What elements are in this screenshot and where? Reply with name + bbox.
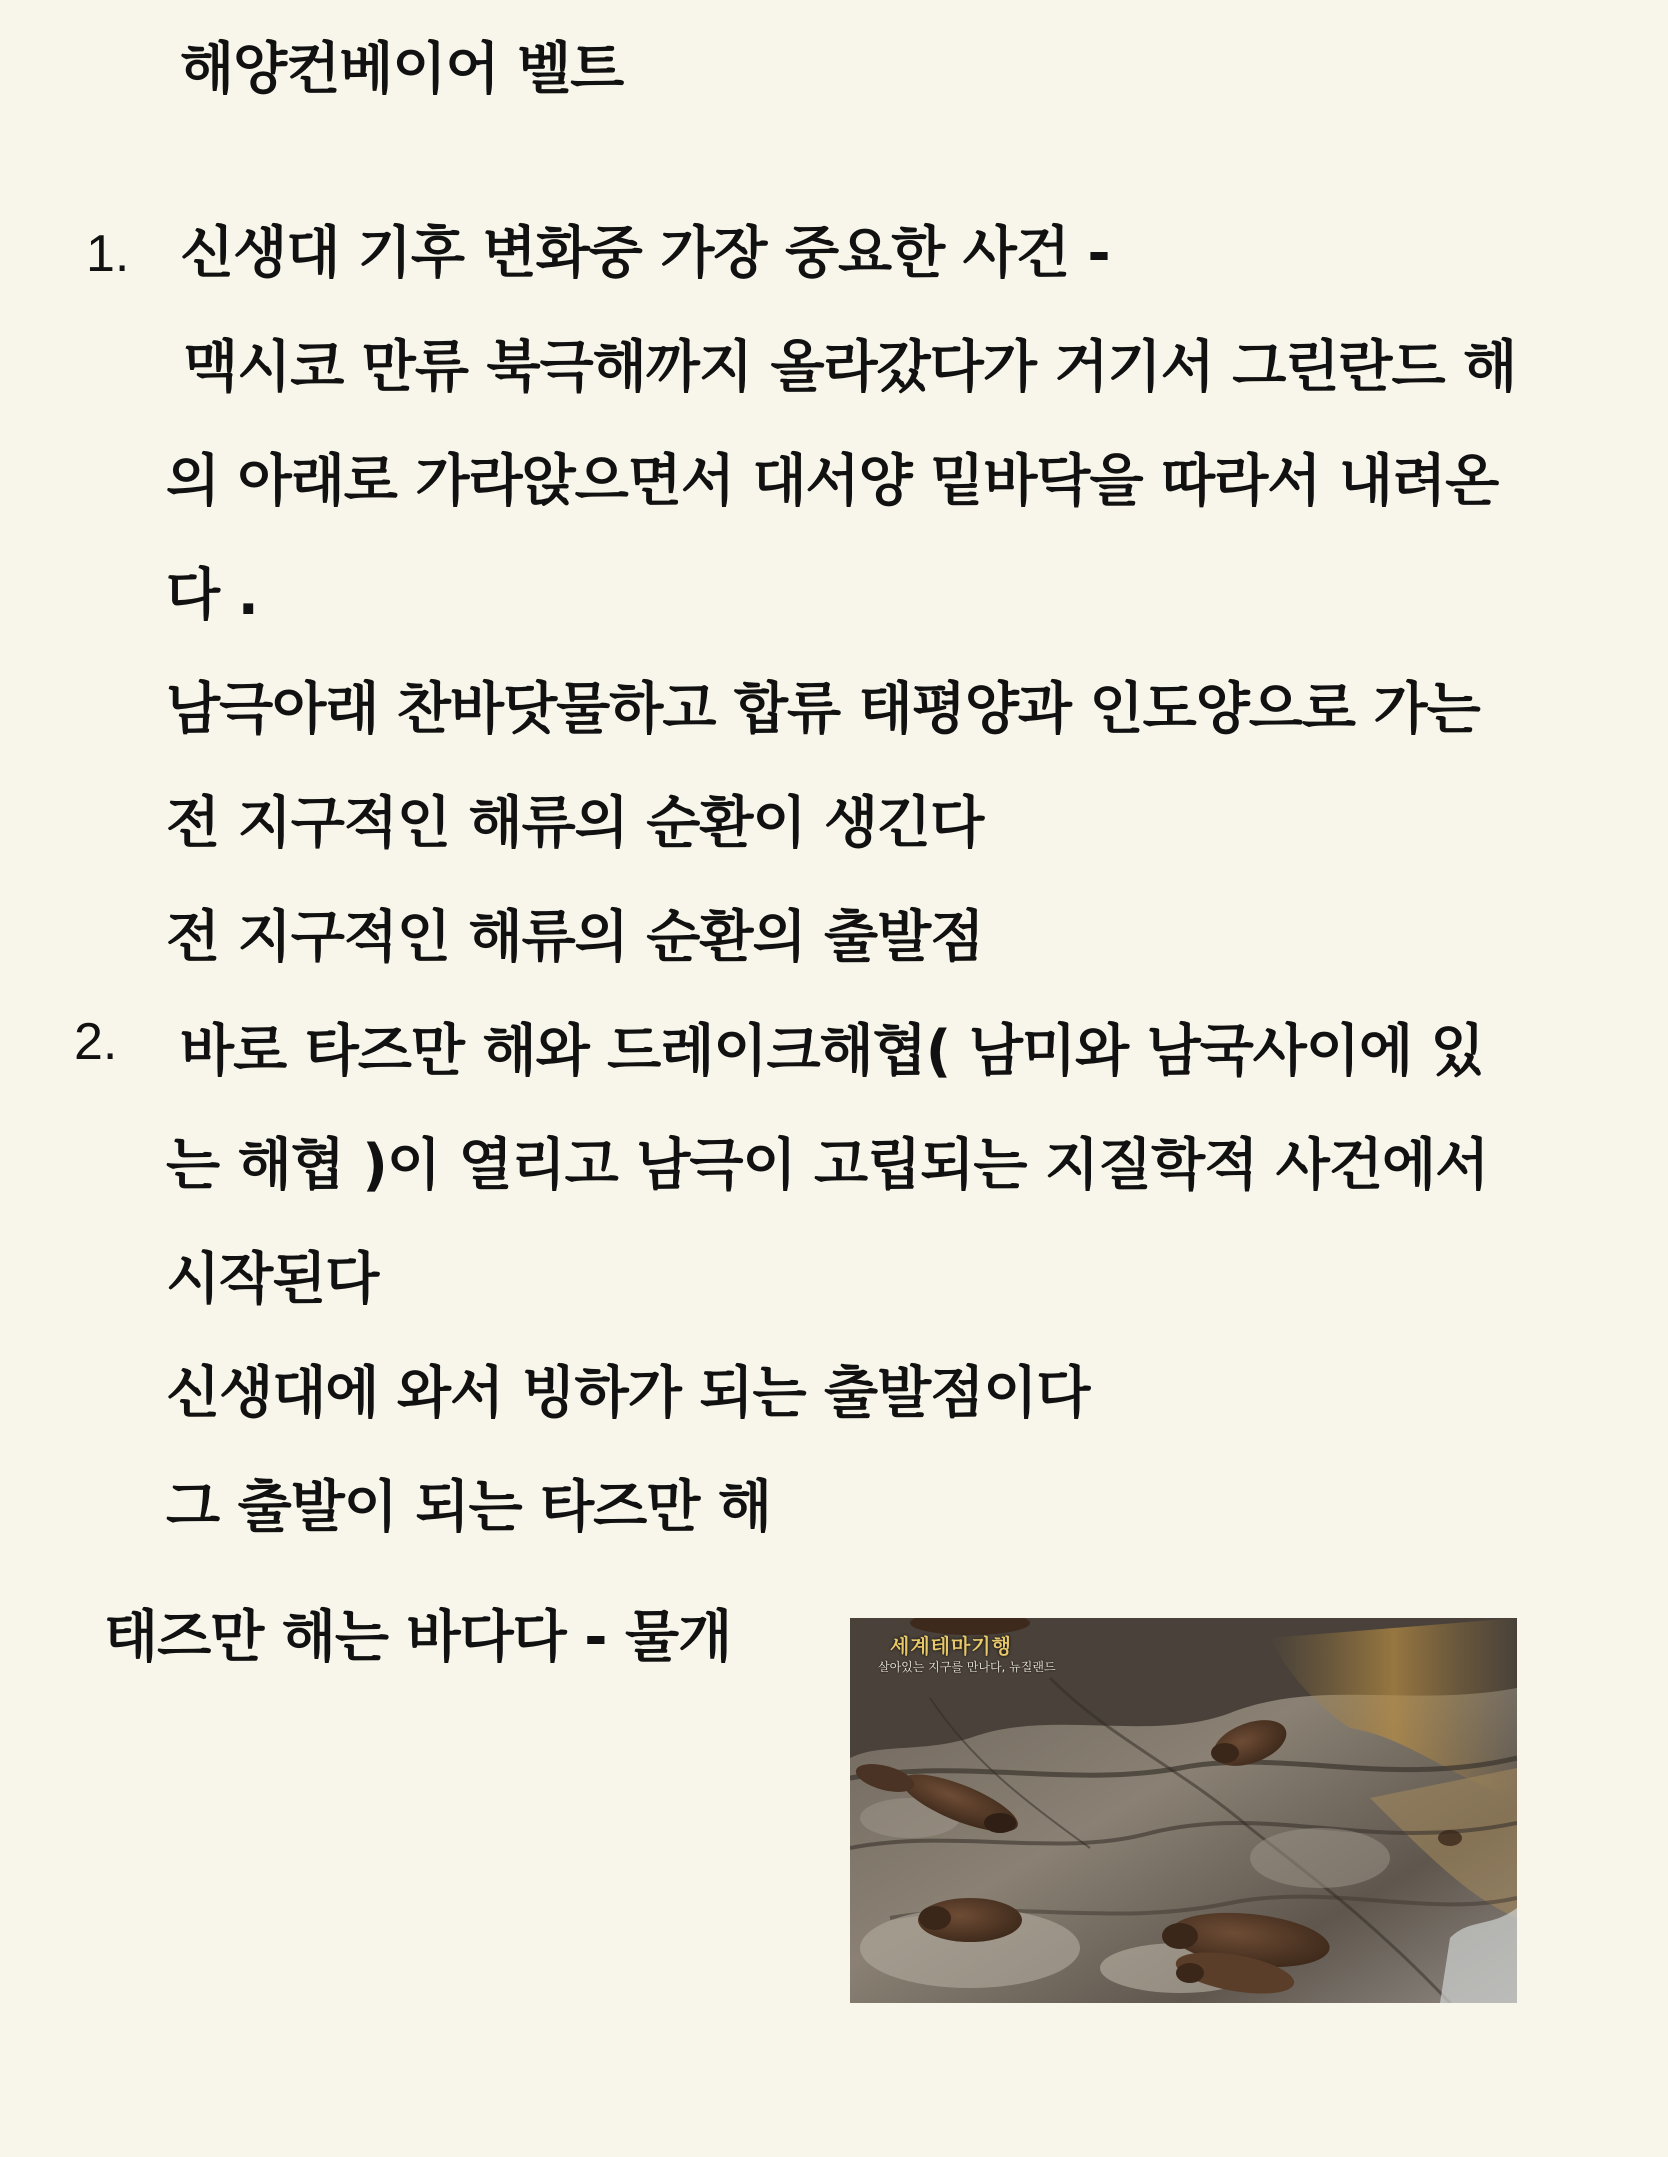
item-1-line-6: 전 지구적인 해류의 순환이 생긴다 bbox=[166, 791, 984, 856]
rocks-seals-illustration bbox=[850, 1618, 1517, 2003]
footer-note: 태즈만 해는 바다다 - 물개 bbox=[104, 1605, 732, 1670]
item-2-line-3: 시작된다 bbox=[166, 1247, 379, 1312]
item-1-line-7: 전 지구적인 해류의 순환의 출발점 bbox=[166, 905, 984, 970]
item-1-line-1: 신생대 기후 변화중 가장 중요한 사건 - bbox=[180, 221, 1110, 286]
item-2-line-2: 는 해협 )이 열리고 남극이 고립되는 지질학적 사건에서 bbox=[166, 1133, 1489, 1198]
item-1-line-2: 맥시코 만류 북극해까지 올라갔다가 거기서 그린란드 해 bbox=[184, 335, 1517, 400]
item-1-line-5: 남극아래 찬바닷물하고 합류 태평양과 인도양으로 가는 bbox=[166, 677, 1480, 742]
item-2-line-4: 신생대에 와서 빙하가 되는 출발점이다 bbox=[166, 1361, 1090, 1426]
list-number-1: 1. bbox=[86, 225, 130, 283]
fur-seal-photo bbox=[850, 1618, 1517, 2003]
photo-caption-title: 세계테마기행 bbox=[890, 1634, 1012, 1658]
item-1-line-3: 의 아래로 가라앉으면서 대서양 밑바닥을 따라서 내려온 bbox=[166, 449, 1499, 514]
item-1-line-4: 다 . bbox=[166, 563, 258, 628]
page-title: 해양컨베이어 벨트 bbox=[180, 37, 624, 102]
photo-caption-subtitle: 살아있는 지구를 만나다, 뉴질랜드 bbox=[878, 1660, 1056, 1674]
item-2-line-5: 그 출발이 되는 타즈만 해 bbox=[166, 1475, 771, 1540]
item-2-line-1: 바로 타즈만 해와 드레이크해협( 남미와 남국사이에 있 bbox=[180, 1019, 1484, 1084]
list-number-2: 2. bbox=[74, 1013, 118, 1071]
